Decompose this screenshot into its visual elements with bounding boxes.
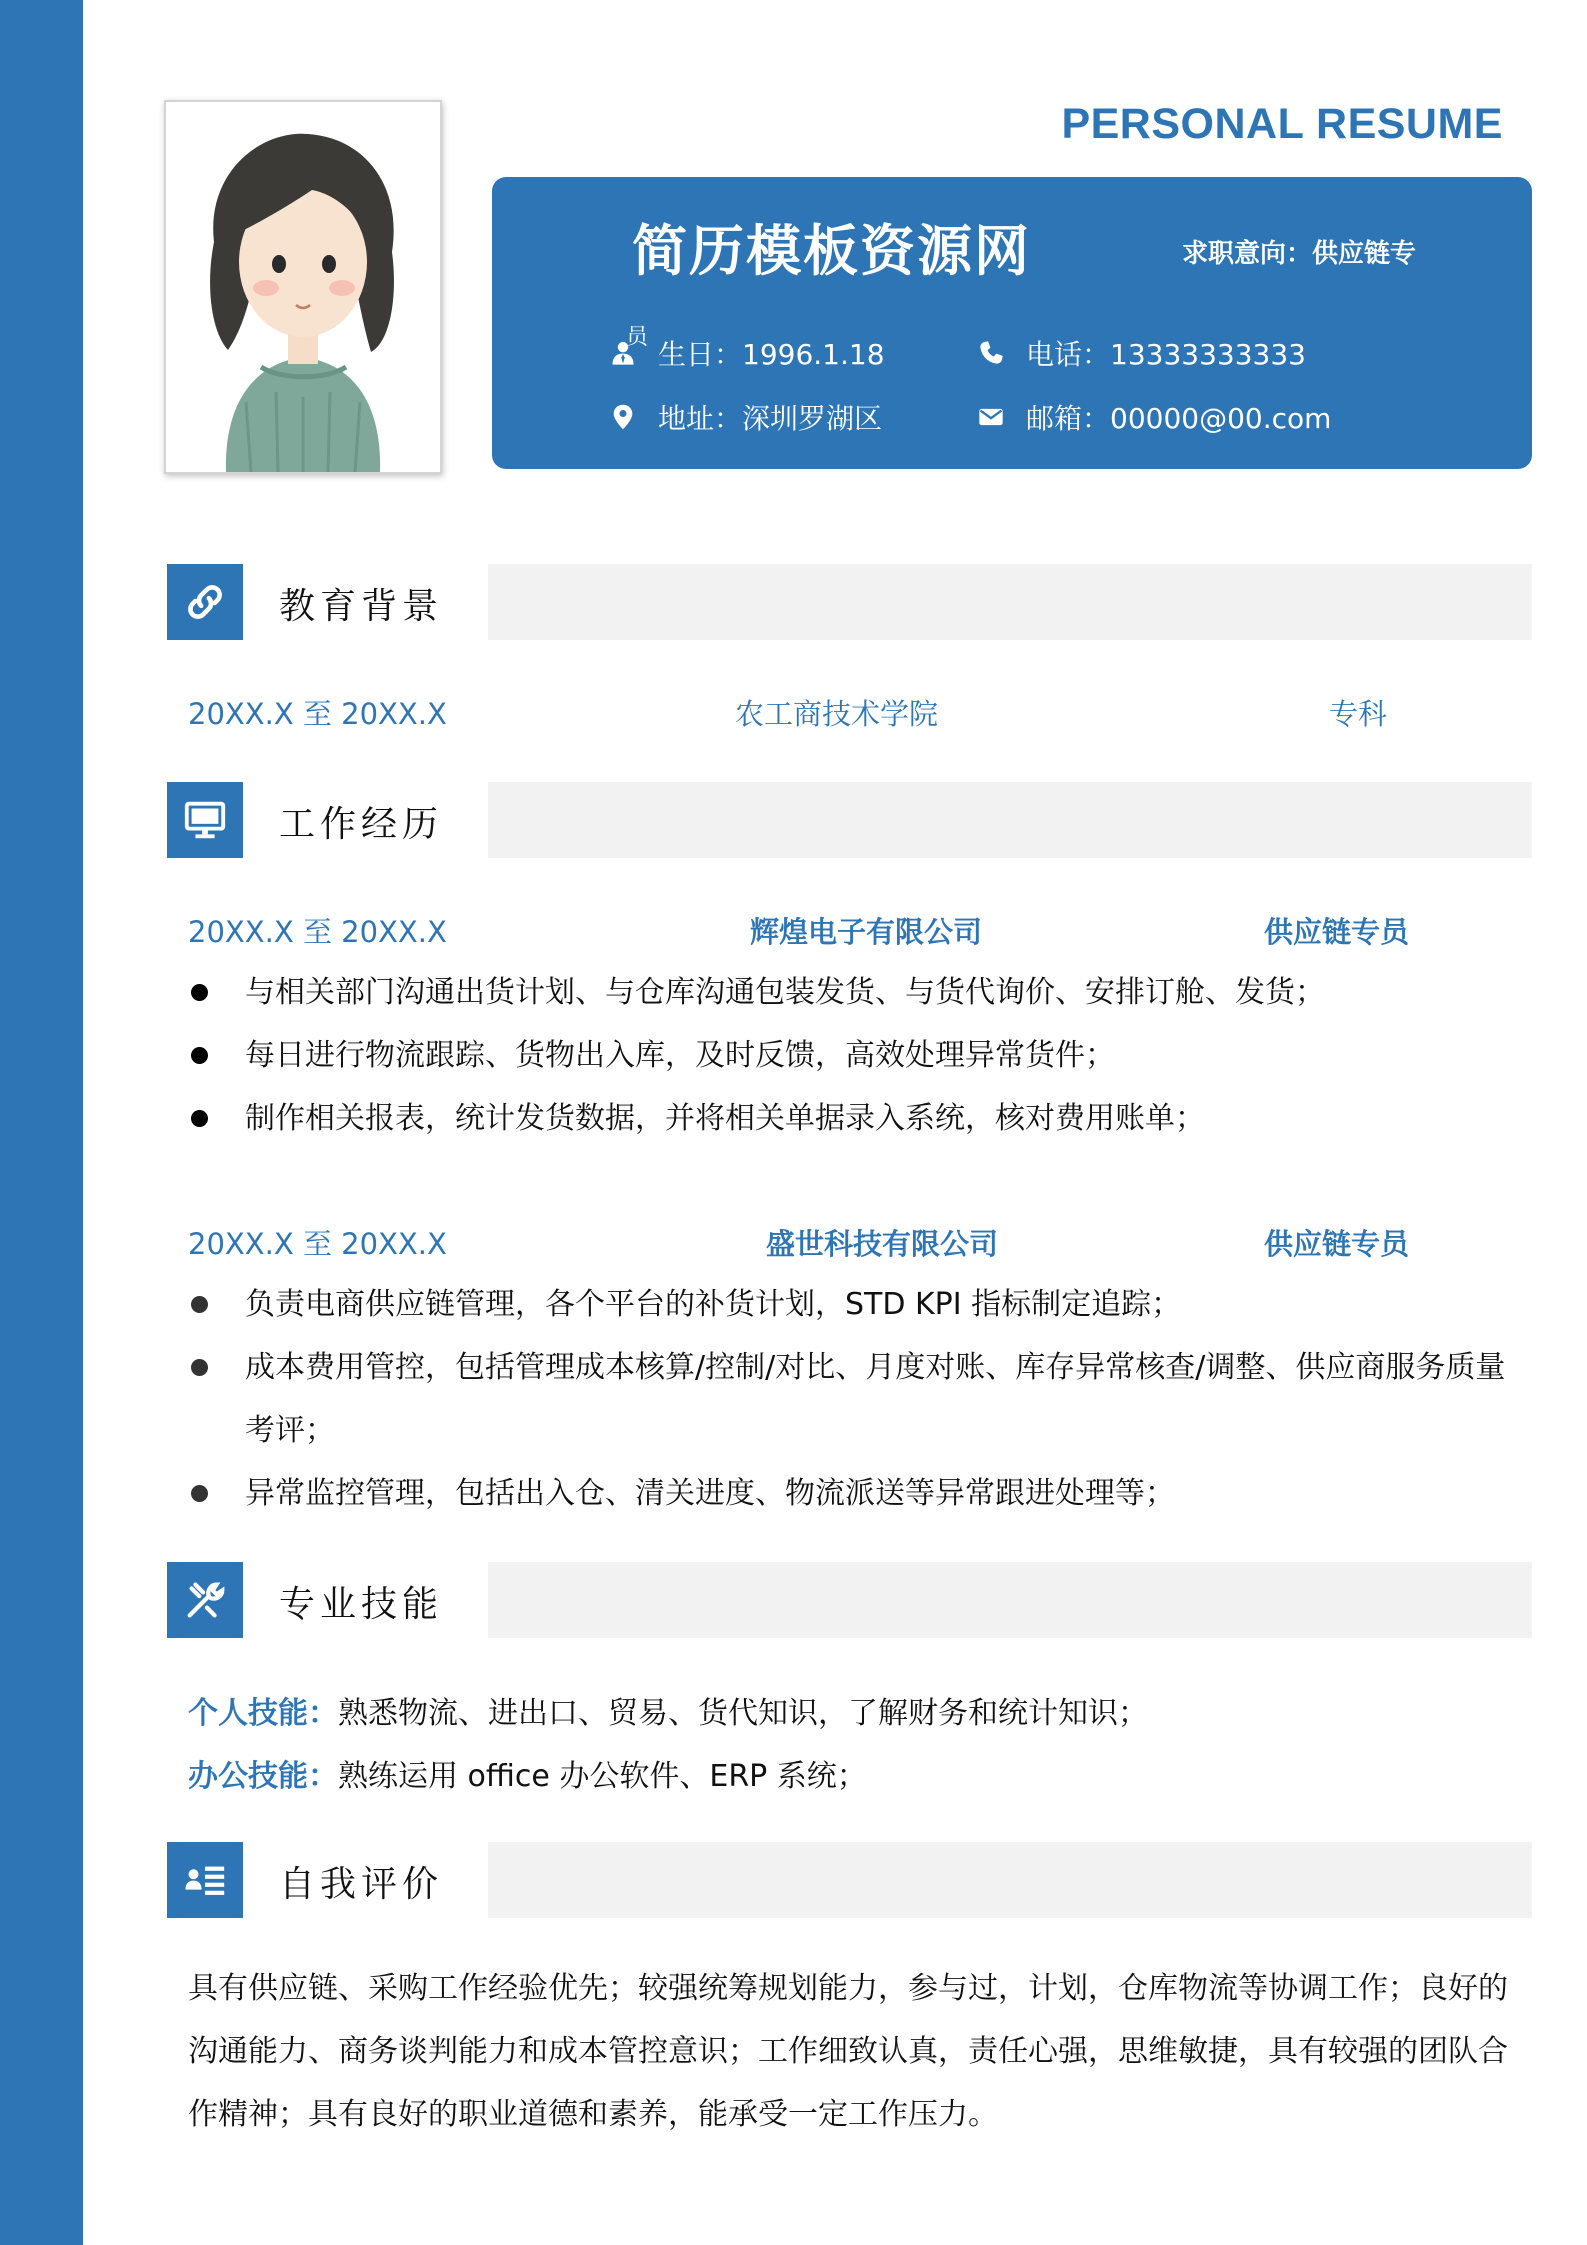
job-1-period: 20XX.X 至 20XX.X: [188, 915, 447, 949]
phone-row: [976, 333, 1306, 373]
section-bar: [488, 564, 1532, 640]
job-1-duties: [187, 961, 1532, 1150]
edu-school: 农工商技术学院: [735, 697, 939, 731]
profile-photo: [164, 100, 442, 474]
list-item: 制作相关报表，统计发货数据，并将相关单据录入系统，核对费用账单；: [187, 1087, 1532, 1150]
profile-icon: [167, 1842, 243, 1918]
section-skills: [167, 1562, 1532, 1638]
user-icon: [608, 325, 649, 368]
job-2-duties: [187, 1273, 1532, 1525]
skill-personal: [188, 1688, 1148, 1732]
phone-icon: [976, 338, 1006, 368]
bullet-icon: [191, 1110, 208, 1127]
list-item: 与相关部门沟通出货计划、与仓库沟通包装发货、与货代询价、安排订舱、发货；: [187, 961, 1532, 1024]
job-target: 求职意向：供应链专: [1182, 239, 1417, 269]
section-education: [167, 564, 1532, 640]
bullet-icon: [191, 984, 208, 1001]
section-bar: [488, 782, 1532, 858]
list-item: 成本费用管控，包括管理成本核算/控制/对比、月度对账、库存异常核查/调整、供应商服务质量考评；: [187, 1336, 1532, 1462]
edu-period: 20XX.X 至 20XX.X: [188, 697, 447, 731]
monitor-icon: [167, 782, 243, 858]
resume-title: PERSONAL RESUME: [1061, 100, 1503, 148]
email-row: [976, 397, 1331, 437]
section-title: 教育背景: [279, 586, 444, 627]
email-text: 邮箱：00000@00.com: [1026, 402, 1332, 435]
icon-annotation: 员: [626, 325, 649, 350]
section-work: [167, 782, 1532, 858]
header-card: [492, 177, 1532, 469]
link-icon: [167, 564, 243, 640]
list-item: 异常监控管理，包括出入仓、清关进度、物流派送等异常跟进处理等；: [187, 1462, 1532, 1525]
birthday-row: [608, 325, 885, 373]
phone-text: 电话：13333333333: [1026, 338, 1306, 371]
tools-icon: [167, 1562, 243, 1638]
section-bar: [488, 1842, 1532, 1918]
address-text: 地址：深圳罗湖区: [658, 402, 883, 435]
job-2-role: 供应链专员: [1264, 1227, 1410, 1261]
bullet-icon: [191, 1047, 208, 1064]
skill-office: [188, 1751, 867, 1795]
left-accent-bar: [0, 0, 83, 2245]
job-2-period: 20XX.X 至 20XX.X: [188, 1227, 447, 1261]
self-evaluation-text: 具有供应链、采购工作经验优先；较强统筹规划能力，参与过，计划，仓库物流等协调工作；良好的沟通能力、商务谈判能力和成本管控意识；工作细致认真，责任心强，思维敏捷，具有较强的团队合作精神；具有良好的职业道德和素养，能承受一定工作压力。: [188, 1971, 1508, 2132]
section-title: 专业技能: [279, 1584, 444, 1625]
edu-degree: 专科: [1329, 697, 1388, 731]
bullet-icon: [191, 1359, 208, 1376]
birthday-text: 生日：1996.1.18: [658, 338, 885, 371]
avatar-illustration: [166, 102, 440, 472]
location-icon: [608, 402, 638, 432]
section-self-evaluation: [167, 1842, 1532, 1918]
list-item: 负责电商供应链管理，各个平台的补货计划，STD KPI 指标制定追踪；: [187, 1273, 1532, 1336]
job-1-company: 辉煌电子有限公司: [750, 915, 983, 949]
bullet-icon: [191, 1485, 208, 1502]
mail-icon: [976, 402, 1006, 432]
job-2-company: 盛世科技有限公司: [766, 1227, 999, 1261]
address-row: [608, 397, 882, 437]
section-title: 自我评价: [279, 1864, 444, 1905]
skill-text: 熟练运用 office 办公软件、ERP 系统；: [338, 1759, 867, 1794]
section-title: 工作经历: [279, 804, 444, 845]
section-bar: [488, 1562, 1532, 1638]
candidate-name: 简历模板资源网: [632, 219, 1032, 283]
job-1-role: 供应链专员: [1264, 915, 1410, 949]
skill-text: 熟悉物流、进出口、贸易、货代知识，了解财务和统计知识；: [338, 1696, 1148, 1731]
bullet-icon: [191, 1296, 208, 1313]
skill-label: 个人技能：: [188, 1696, 338, 1731]
list-item: 每日进行物流跟踪、货物出入库，及时反馈，高效处理异常货件；: [187, 1024, 1532, 1087]
skill-label: 办公技能：: [188, 1759, 338, 1794]
